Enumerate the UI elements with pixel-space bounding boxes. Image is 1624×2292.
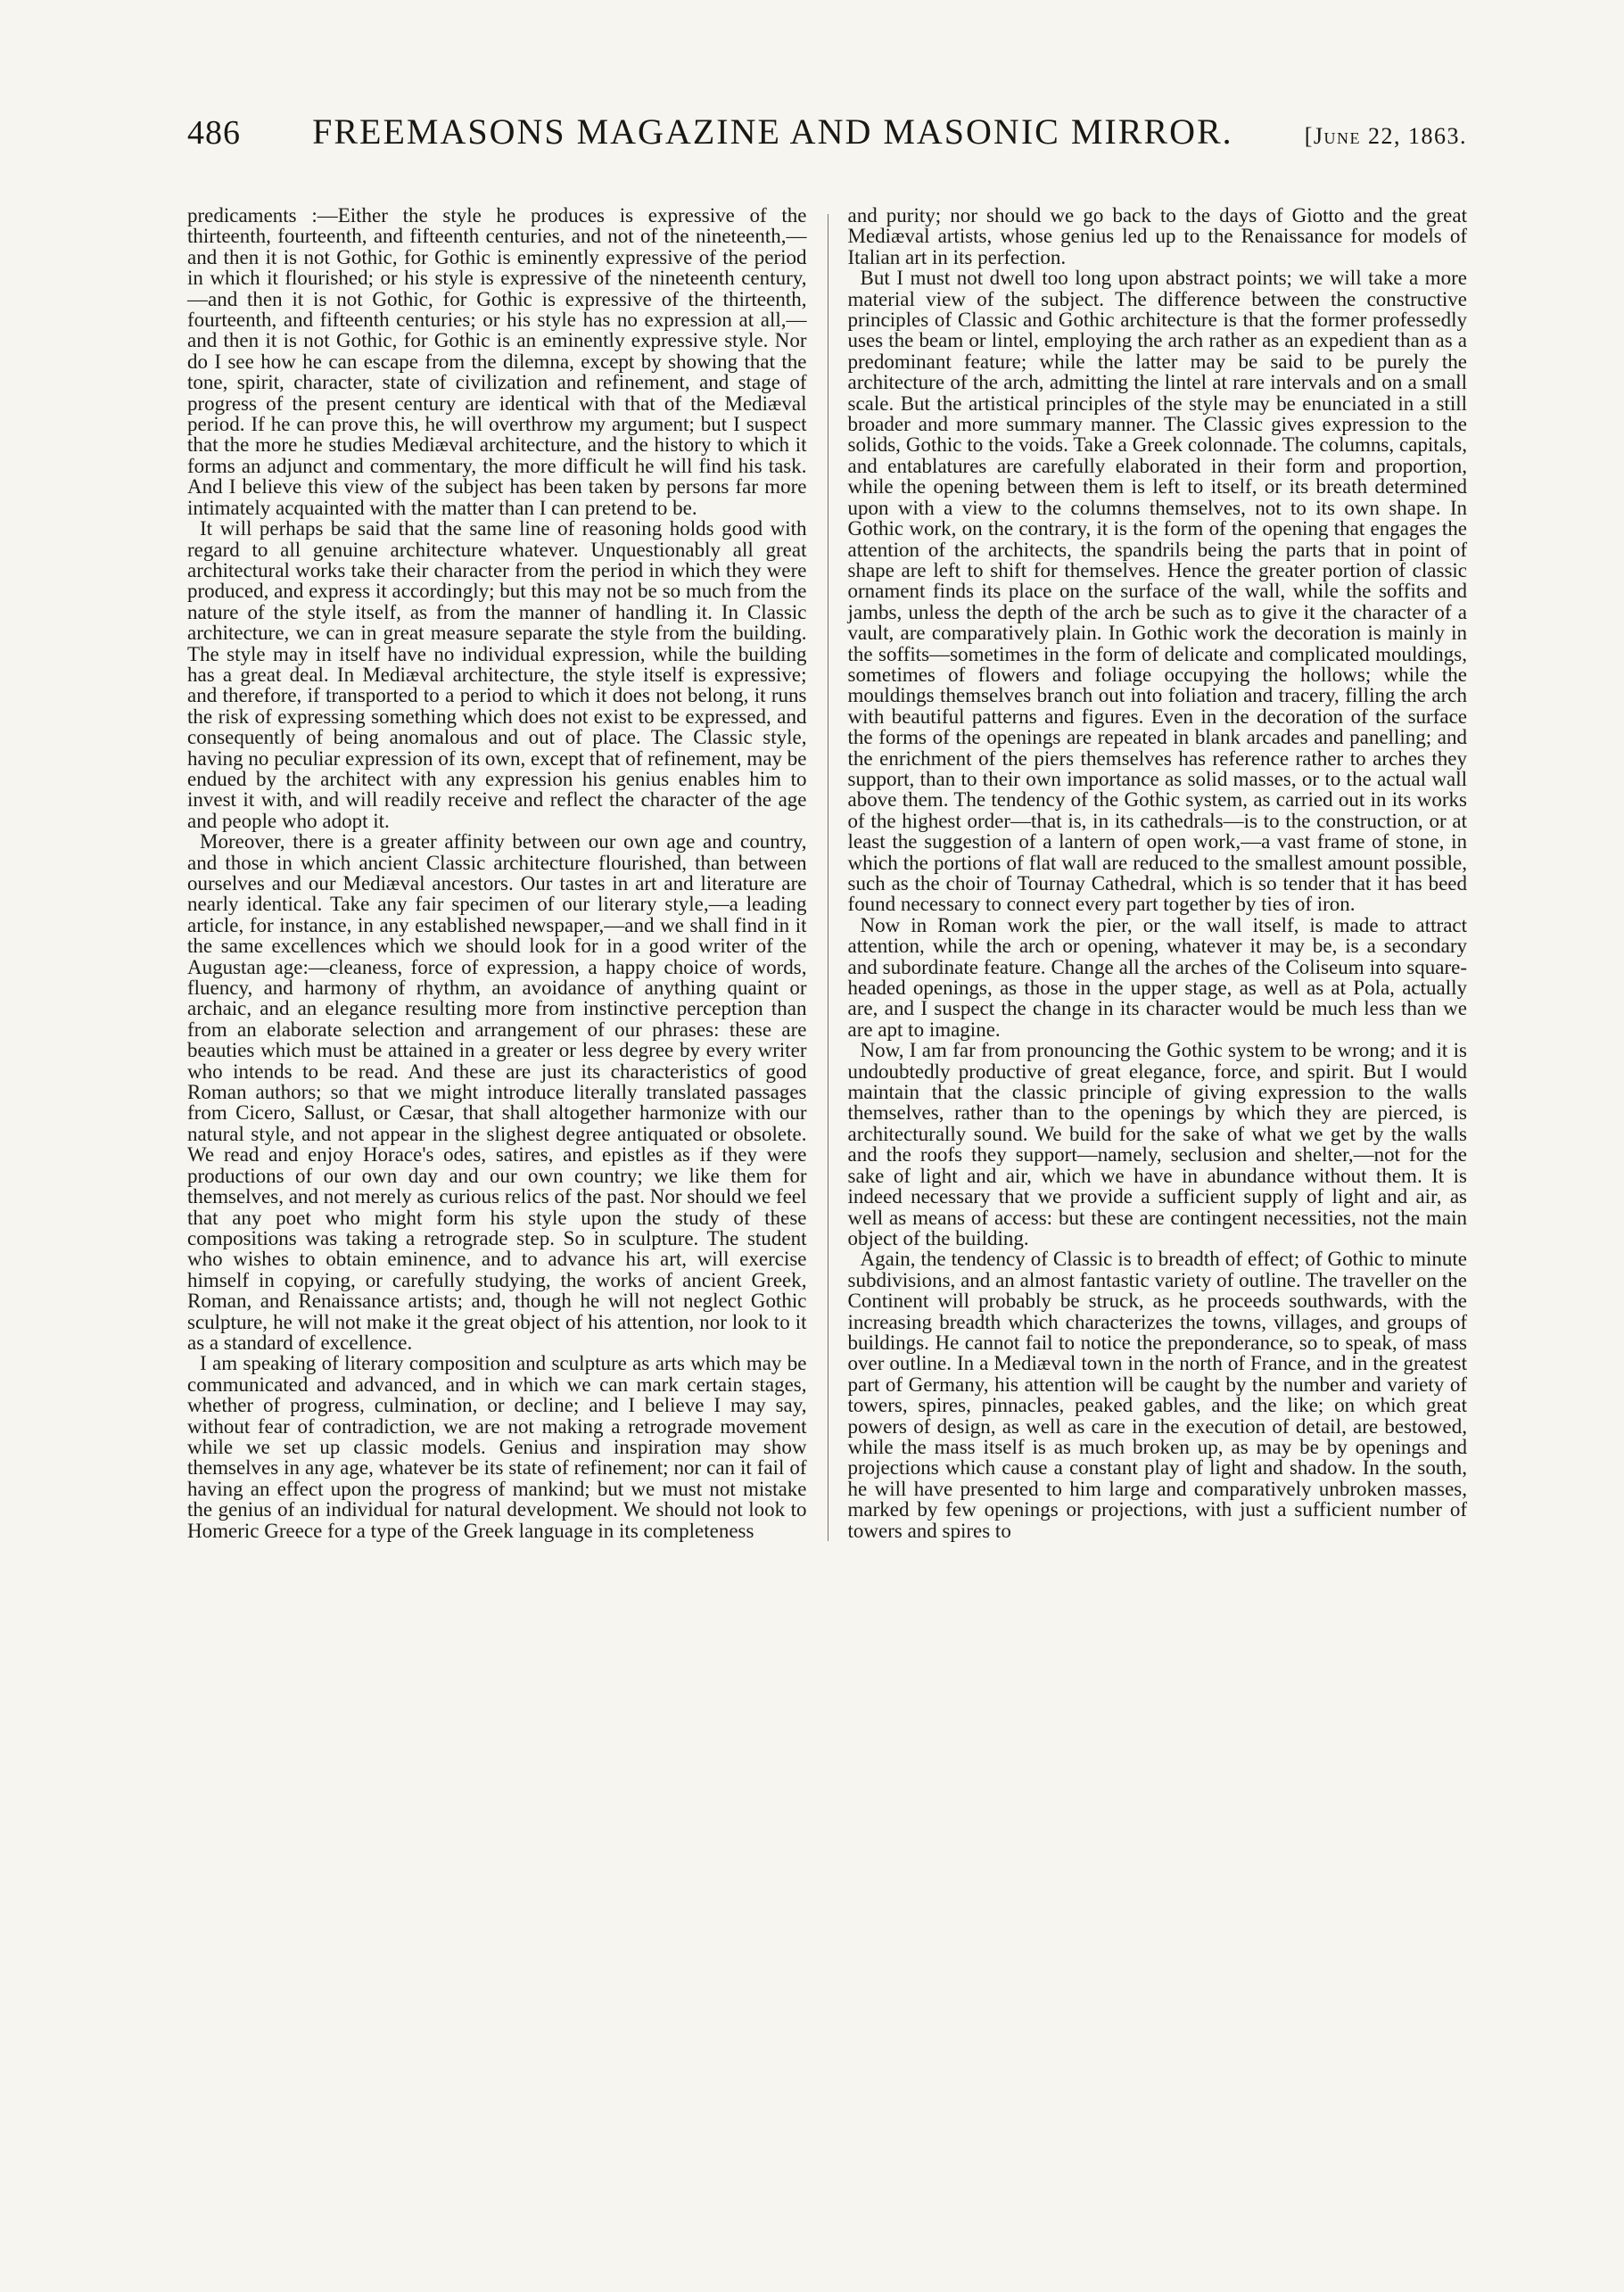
issue-date: [June 22, 1863. bbox=[1304, 123, 1467, 149]
paragraph: I am speaking of literary composition and sculpture as arts which may be communicated and advanced, and in which we can mark certain stages, whether of progress, culmination, or decline; and I believe I may say, without fear of contradiction, we are not making a retrograde movement while we set up classic models. Genius and inspiration may show themselves in any age, whatever be its state of refinement; nor can it fail of having an effect upon the progress of mankind; but we must not mistake the genius of an individual for natural development. We should not look to Homeric Greece for a type of the Greek language in its completeness bbox=[187, 1352, 807, 1542]
paragraph: Again, the tendency of Classic is to breadth of effect; of Gothic to minute subdivisions, and an almost fantastic variety of outline. The traveller on the Continent will probably be struck, as he proceeds southwards, with the increasing breadth which characterizes the towns, villages, and groups of buildings. He cannot fail to notice the preponderance, so to speak, of mass over outline. In a Mediæval town in the north of France, and in the greatest part of Germany, his attention will be caught by the number and variety of towers, spires, pinnacles, peaked gables, and the like; on which great powers of design, as well as care in the execution of detail, are bestowed, while the mass itself is as much broken up, as may be by openings and projections which cause a constant play of light and shadow. In the south, he will have presented to him large and comparatively unbroken masses, marked by few openings or projections, with just a sufficient number of towers and spires to bbox=[847, 1248, 1467, 1542]
paragraph: It will perhaps be said that the same line of reasoning holds good with regard to all genuine architecture whatever. Unquestionably all great architectural works take their character from the period in which they were produced, and express it accordingly; but this may not be so much from the nature of the style itself, as from the manner of handling it. In Classic architecture, we can in great measure separate the style from the building. The style may in itself have no individual expression, while the building has a great deal. In Mediæval architecture, the style itself is expressive; and therefore, if transported to a period to which it does not belong, it runs the risk of expressing something which does not exist to be expressed, and consequently of being anomalous and out of place. The Classic style, having no peculiar expression of its own, except that of refinement, may be endued by the architect with any expression his genius enables him to invest it with, and will readily receive and reflect the character of the age and people who adopt it. bbox=[187, 517, 807, 832]
running-head bbox=[187, 111, 1467, 173]
paragraph: But I must not dwell too long upon abstract points; we will take a more material view of the subject. The difference between the constructive principles of Classic and Gothic architecture is that the former professedly uses the beam or lintel, employing the arch rather as an expedient than as a predominant feature; while the latter may be said to be purely the architecture of the arch, admitting the lintel at rare intervals and on a small scale. But the artistical principles of the style may be enunciated in a still broader and more summary manner. The Classic gives expression to the solids, Gothic to the voids. Take a Greek colonnade. The columns, capitals, and entablatures are carefully elaborated in their form and proportion, while the opening between them is left to itself, or its breath determined upon with a view to the columns themselves, not to its own shape. In Gothic work, on the contrary, it is the form of the opening that engages the attention of the architects, the spandrils being the parts that in point of shape are left to shift for themselves. Hence the greater portion of classic ornament finds its place on the surface of the wall, while the soffits and jambs, unless the depth of the arch be such as to give it the character of a vault, are comparatively plain. In Gothic work the decoration is mainly in the soffits—sometimes in the form of delicate and complicated mouldings, sometimes of flowers and foliage occupying the hollows; while the mouldings themselves branch out into foliation and tracery, filling the arch with beautiful patterns and figures. Even in the decoration of the surface the forms of the openings are repeated in blank arcades and panelling; and the enrichment of the piers themselves has reference rather to arches they support, than to their own importance as solid masses, or to the actual wall above them. The tendency of the Gothic system, as carried out in its works of the highest order—that is, in its cathedrals—is to the construction, or at least the suggestion of a lantern of open work,—a vast frame of stone, in which the portions of flat wall are reduced to the smallest amount possible, such as the choir of Tournay Cathedral, which is so tender that it has beed found necessary to connect every part together by ties of iron. bbox=[847, 267, 1467, 916]
left-column bbox=[187, 205, 807, 1541]
magazine-title: FREEMASONS MAGAZINE AND MASONIC MIRROR. bbox=[312, 111, 1233, 152]
paragraph: Now, I am far from pronouncing the Gothic system to be wrong; and it is undoubtedly productive of great elegance, force, and spirit. But I would maintain that the classic principle of giving expression to the walls themselves, rather than to the openings by which they are pierced, is architecturally sound. We build for the sake of what we get by the walls and the roofs they support—namely, seclusion and shelter,—not for the sake of light and air, which we have in abundance without them. It is indeed necessary that we provide a sufficient supply of light and air, as well as means of access: but these are contingent necessities, not the main object of the building. bbox=[847, 1039, 1467, 1249]
paragraph: Now in Roman work the pier, or the wall itself, is made to attract attention, while the arch or opening, whatever it may be, is a secondary and subordinate feature. Change all the arches of the Coliseum into square-headed openings, as those in the upper stage, as well as at Pola, actually are, and I suspect the change in its character would be much less than we are apt to imagine. bbox=[847, 913, 1467, 1041]
paragraph: predicaments :—Either the style he produces is expressive of the thirteenth, fourteenth, and fifteenth centuries, and not of the nineteenth,—and then it is not Gothic, for Gothic is eminently expressive of the period in which it flourished; or his style is expressive of the nineteenth century,—and then it is not Gothic, for Gothic is expressive of the thirteenth, fourteenth, and fifteenth centuries; or his style has no expression at all,—and then it is not Gothic, for Gothic is an eminently expressive style. Nor do I see how he can escape from the dilemna, except by showing that the tone, spirit, character, state of civilization and refinement, and stage of progress of the present century are identical with that of the Mediæval period. If he can prove this, he will overthrow my argument; but I suspect that the more he studies Mediæval architecture, and the history to which it forms an adjunct and commentary, the more difficult he will find his task. And I believe this view of the subject has been taken by persons far more intimately acquainted with the matter than I can pretend to be. bbox=[187, 204, 807, 519]
paragraph: and purity; nor should we go back to the days of Giotto and the great Mediæval artists, whose genius led up to the Renaissance for models of Italian art in its perfection. bbox=[847, 204, 1467, 268]
page-number: 486 bbox=[187, 114, 241, 152]
paragraph: Moreover, there is a greater affinity between our own age and country, and those in which ancient Classic architecture flourished, than between ourselves and our Mediæval ancestors. Our tastes in art and literature are nearly identical. Take any fair specimen of our literary style,—a leading article, for instance, in any established newspaper,—and we shall find in it the same excellences which we should look for in a good writer of the Augustan age:—cleaness, force of expression, a happy choice of words, fluency, and harmony of rhythm, an avoidance of anything quaint or archaic, and an elegance resulting more from instinctive perception than from an elaborate selection and arrangement of our phrases: these are beauties which must be attained in a greater or less degree by every writer who intends to be read. And these are just its characteristics of good Roman authors; so that we might introduce literally translated passages from Cicero, Sallust, or Cæsar, that shall altogether harmonize with our natural style, and not appear in the slighest degree antiquated or obsolete. We read and enjoy Horace's odes, satires, and epistles as if they were productions of our own day and our own country; we like them for themselves, and not merely as curious relics of the past. Nor should we feel that any poet who might form his style upon the study of these compositions was taking a retrograde step. So in sculpture. The student who wishes to obtain eminence, and to advance his art, will exercise himself in copying, or carefully studying, the works of ancient Greek, Roman, and Renaissance artists; and, though he will not neglect Gothic sculpture, he will not make it the great object of his attention, nor look to it as a standard of excellence. bbox=[187, 830, 807, 1354]
article-columns bbox=[187, 205, 1467, 1541]
right-column bbox=[848, 205, 1468, 1541]
